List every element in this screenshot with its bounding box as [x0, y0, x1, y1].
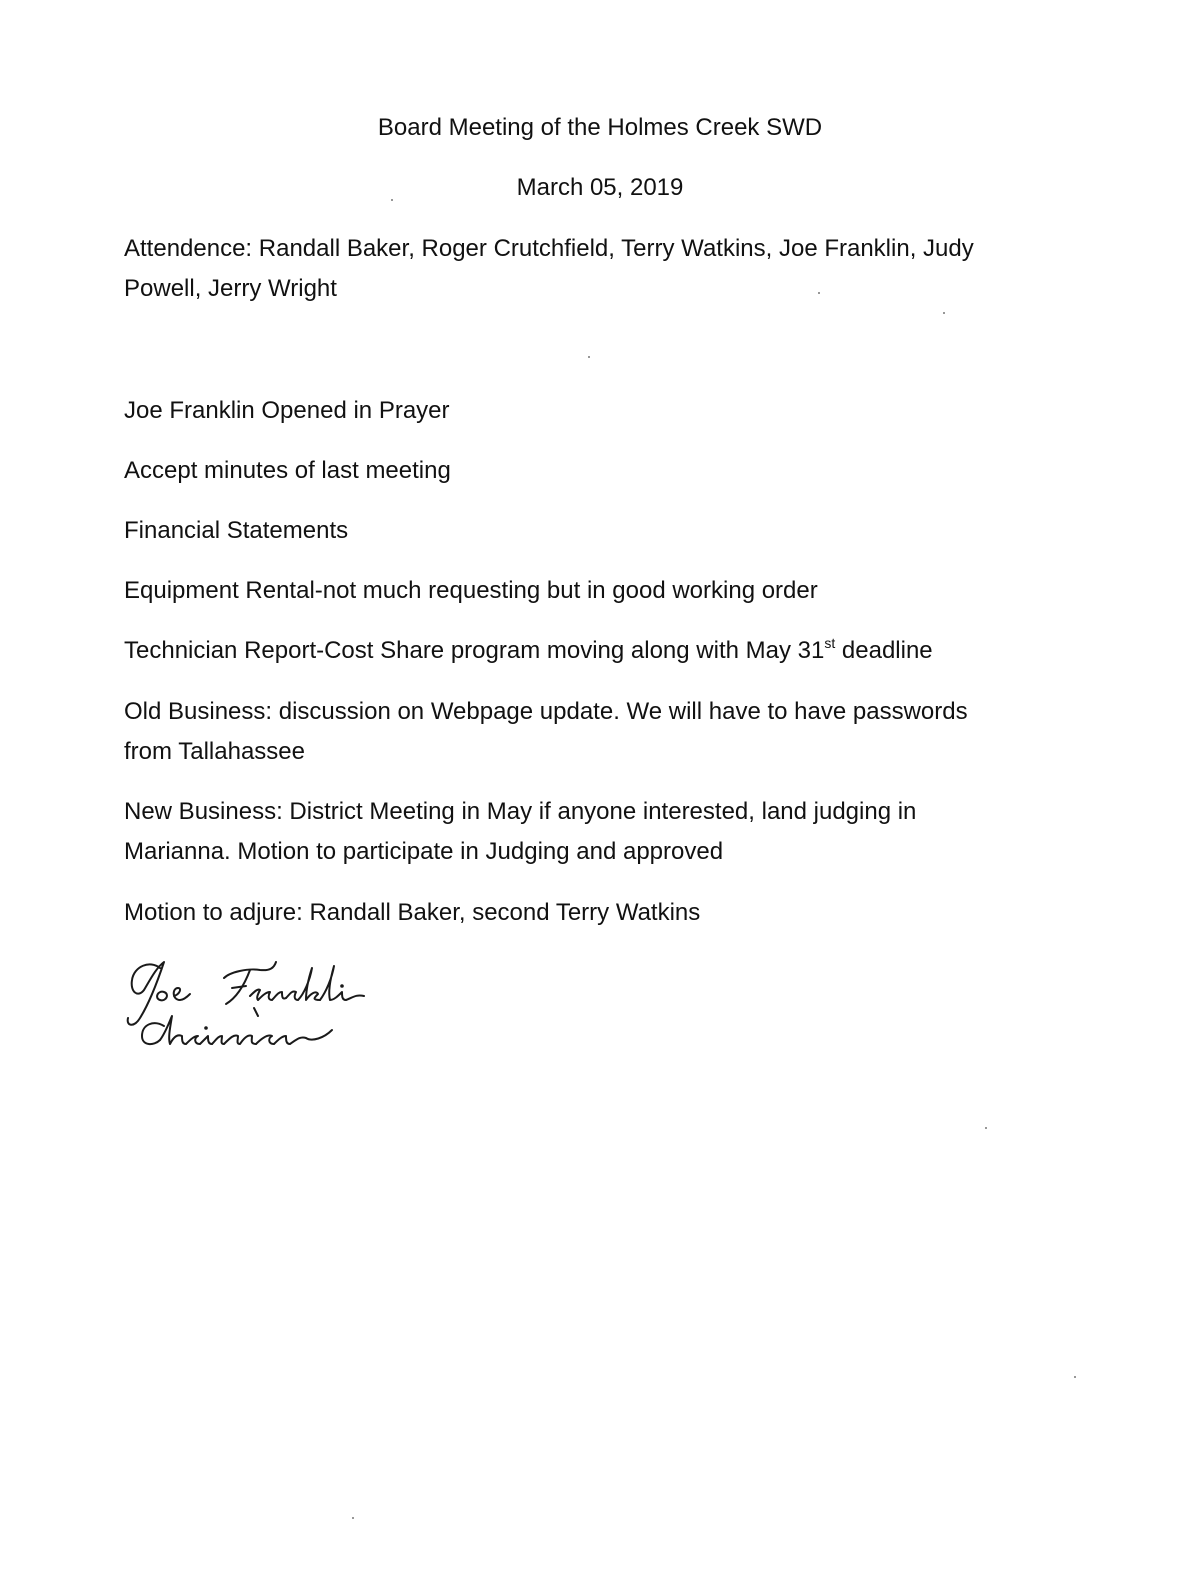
- scan-speck: [818, 292, 820, 294]
- new-business-line-1: New Business: District Meeting in May if anyone interested, land judging in: [124, 798, 917, 825]
- attendance-line-2: Powell, Jerry Wright: [124, 275, 337, 302]
- meeting-date: March 05, 2019: [516, 174, 684, 201]
- agenda-item-technician: [124, 631, 1064, 671]
- technician-text-end: deadline: [835, 637, 933, 664]
- handwritten-signature: [120, 940, 400, 1060]
- ordinal-suffix: st: [824, 635, 836, 651]
- new-business-line-2: Marianna. Motion to participate in Judging and approved: [124, 838, 724, 865]
- attendance-line-1: Attendence: Randall Baker, Roger Crutchfield, Terry Watkins, Joe Franklin, Judy: [124, 235, 974, 262]
- attendance-paragraph: [124, 229, 1064, 309]
- scan-speck: [588, 356, 590, 358]
- scan-speck: [1074, 1376, 1076, 1378]
- agenda-item-financial: Financial Statements: [124, 517, 349, 544]
- scan-speck: [391, 199, 393, 201]
- scan-speck: [985, 1127, 987, 1129]
- scan-speck: [943, 312, 945, 314]
- agenda-item-prayer: Joe Franklin Opened in Prayer: [124, 397, 450, 424]
- old-business-line-1: Old Business: discussion on Webpage update. We will have to have passwords: [124, 698, 968, 725]
- agenda-item-minutes: Accept minutes of last meeting: [124, 457, 451, 484]
- agenda-item-equipment: Equipment Rental-not much requesting but in good working order: [124, 577, 818, 604]
- scan-speck: [352, 1517, 354, 1519]
- agenda-item-old-business: [124, 692, 1064, 772]
- old-business-line-2: from Tallahassee: [124, 738, 305, 765]
- agenda-item-adjourn: Motion to adjure: Randall Baker, second Terry Watkins: [124, 899, 701, 926]
- document-title: Board Meeting of the Holmes Creek SWD: [377, 114, 823, 141]
- agenda-item-new-business: [124, 792, 1064, 872]
- technician-text: Technician Report-Cost Share program moving along with May 31: [124, 637, 825, 664]
